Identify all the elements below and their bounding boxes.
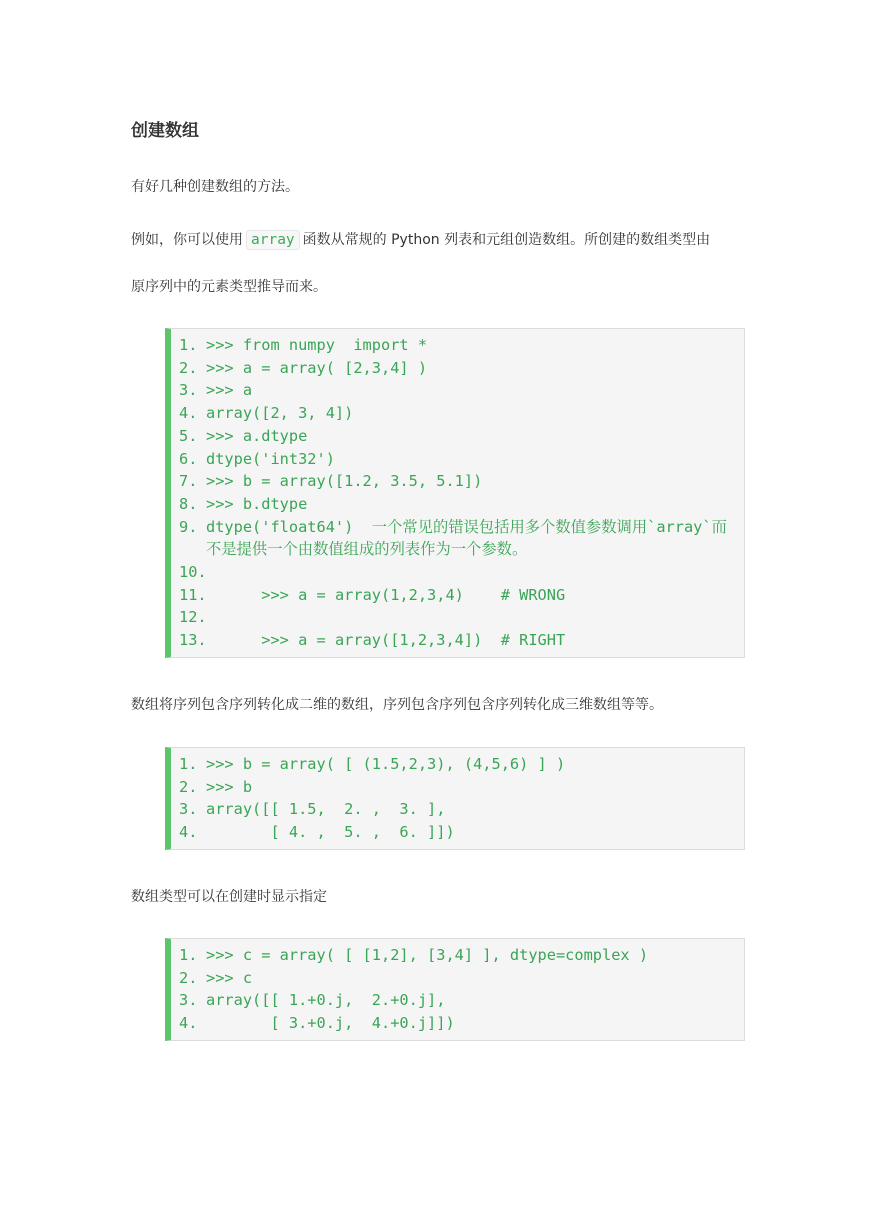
code-line [179, 448, 734, 471]
line-number: 2. [179, 968, 198, 987]
code-line [179, 516, 734, 561]
line-number: 3. [179, 991, 198, 1010]
code-line [179, 944, 734, 967]
code-text: array([2, 3, 4]) [206, 404, 354, 423]
code-text: >>> a.dtype [206, 426, 308, 445]
code-text: >>> from numpy import * [206, 336, 428, 354]
code-text: >>> b = array( [ (1.5,2,3), (4,5,6) ] ) [206, 755, 566, 773]
line-number: 7. [179, 472, 198, 491]
line-number: 3. [179, 381, 198, 400]
code-line [179, 821, 734, 844]
code-text: dtype('int32') [206, 449, 335, 468]
code-block-1 [165, 328, 745, 658]
code-text: [ 3.+0.j, 4.+0.j]]) [206, 1014, 455, 1033]
code-text: >>> a = array( [2,3,4] ) [206, 358, 428, 377]
line-number: 12. [179, 608, 207, 627]
paragraph-text: 函数从常规的 Python 列表和元组创造数组。所创建的数组类型由 [302, 232, 711, 248]
line-number: 9. [179, 517, 198, 536]
code-line [179, 776, 734, 799]
code-line [179, 561, 734, 584]
array-description-paragraph [131, 229, 710, 249]
line-number: 1. [179, 755, 198, 773]
line-number: 13. [179, 631, 207, 650]
code-text: dtype('float64') 一个常见的错误包括用多个数值参数调用`array`而不是提供一个由数值组成的列表作为一个参数。 [206, 517, 727, 559]
code-block-2 [165, 747, 745, 850]
code-line [179, 584, 734, 607]
line-number: 4. [179, 404, 198, 423]
code-line [179, 967, 734, 990]
page-title: 创建数组 [131, 121, 199, 141]
code-text: array([[ 1.5, 2. , 3. ], [206, 800, 446, 819]
code-line [179, 402, 734, 425]
nested-sequence-paragraph: 数组将序列包含序列转化成二维的数组，序列包含序列包含序列转化成三维数组等等。 [131, 697, 663, 713]
line-number: 2. [179, 358, 198, 377]
line-number: 1. [179, 946, 198, 964]
line-number: 4. [179, 1014, 198, 1033]
code-text: >>> b.dtype [206, 494, 308, 513]
code-text [206, 561, 734, 584]
code-line [179, 493, 734, 516]
code-line [179, 1012, 734, 1035]
code-block-3 [165, 938, 745, 1041]
code-line [179, 357, 734, 380]
line-number: 1. [179, 336, 198, 354]
code-line [179, 334, 734, 357]
code-text: >>> a [206, 381, 253, 400]
code-text: >>> b [206, 777, 253, 796]
code-line [179, 989, 734, 1012]
line-number: 11. [179, 585, 207, 604]
code-line [179, 379, 734, 402]
code-text: array([[ 1.+0.j, 2.+0.j], [206, 991, 446, 1010]
code-text [206, 606, 734, 629]
line-number: 8. [179, 494, 198, 513]
paragraph-text: 例如，你可以使用 [131, 232, 243, 248]
code-line [179, 753, 734, 776]
code-line [179, 798, 734, 821]
code-text: [ 4. , 5. , 6. ]]) [206, 823, 455, 842]
code-line [179, 606, 734, 629]
code-line [179, 470, 734, 493]
code-text: >>> a = array([1,2,3,4]) # RIGHT [206, 631, 566, 650]
line-number: 5. [179, 426, 198, 445]
code-line [179, 425, 734, 448]
inline-code-array: array [246, 230, 300, 250]
line-number: 4. [179, 823, 198, 842]
explicit-dtype-paragraph: 数组类型可以在创建时显示指定 [131, 889, 327, 905]
line-number: 6. [179, 449, 198, 468]
dtype-inference-paragraph: 原序列中的元素类型推导而来。 [131, 279, 327, 295]
code-text: >>> b = array([1.2, 3.5, 5.1]) [206, 472, 483, 491]
code-text: >>> c = array( [ [1,2], [3,4] ], dtype=complex ) [206, 946, 649, 964]
code-line [179, 629, 734, 652]
line-number: 3. [179, 800, 198, 819]
code-text: >>> a = array(1,2,3,4) # WRONG [206, 585, 566, 604]
line-number: 10. [179, 563, 207, 582]
code-text: >>> c [206, 968, 253, 987]
line-number: 2. [179, 777, 198, 796]
intro-paragraph: 有好几种创建数组的方法。 [131, 179, 299, 195]
